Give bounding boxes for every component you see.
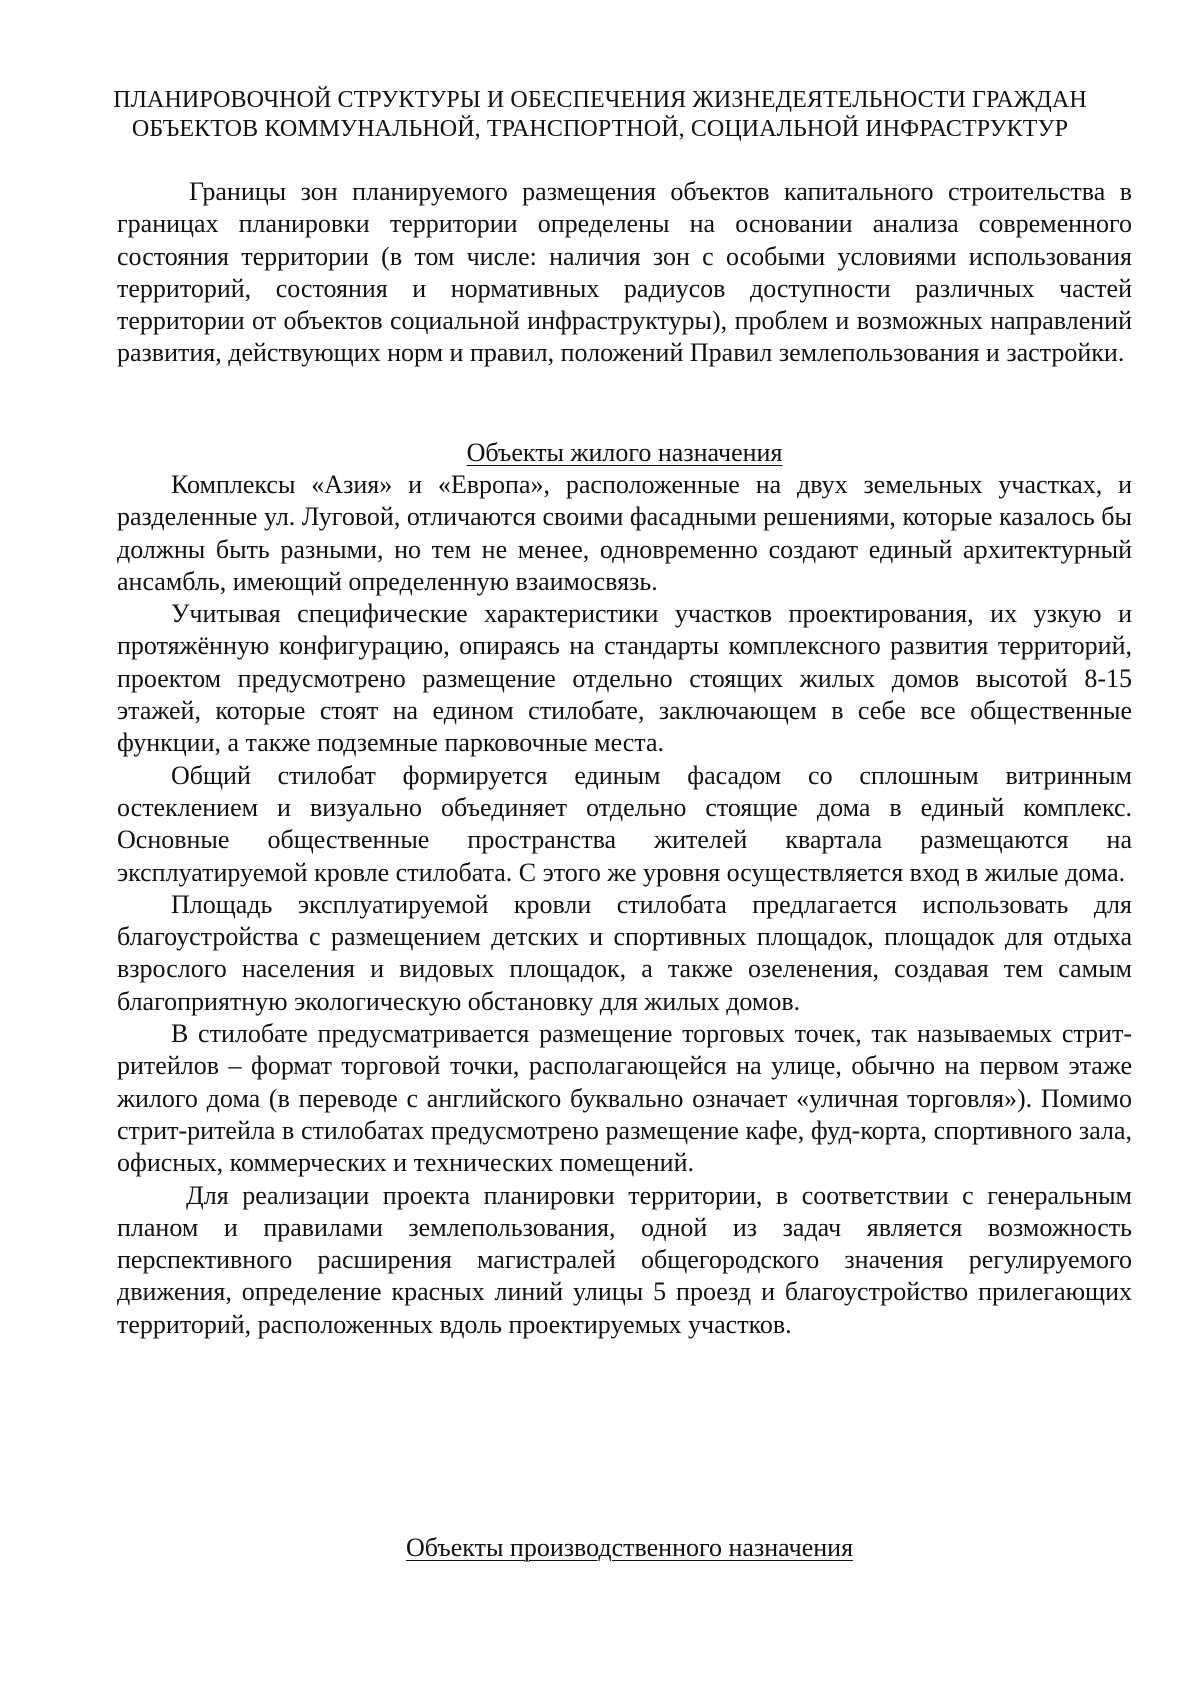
residential-paragraph-5: В стилобате предусматривается размещение торговых точек, так называемых стрит-ритейлов – формат торговой точки, располагающейся на улице, обычно на первом этаже жилого дома (в переводе с английского буквально означает «уличная торговля»). Помимо стрит-ритейла в стилобатах предусмотрено размещение кафе, фуд-корта, спортивного зала, офисных, коммерческих и технических помещений. [117,1019,1132,1178]
industrial-heading-text: Объекты производственного назначения [405,1533,854,1562]
residential-paragraph-4: Площадь эксплуатируемой кровли стилобата предлагается использовать для благоустройства с размещением детских и спортивных площадок, площадок для отдыха взрослого населения и видовых площадок, а также озеленения, создавая тем самым благоприятную экологическую обстановку для жилых домов. [117,889,1132,1016]
residential-paragraph-2: Учитывая специфические характеристики участков проектирования, их узкую и протяжённую конфигурацию, опираясь на стандарты комплексного развития территорий, проектом предусмотрено размещение отдельно стоящих жилых домов высотой 8-15 этажей, которые стоят на едином стилобате, заключающем в себе все общественные функции, а также подземные парковочные места. [117,599,1132,758]
header-line-1: ПЛАНИРОВОЧНОЙ СТРУКТУРЫ И ОБЕСПЕЧЕНИЯ ЖИЗНЕДЕЯТЕЛЬНОСТИ ГРАЖДАН [113,87,1087,113]
residential-heading [117,437,1132,469]
residential-paragraph-1: Комплексы «Азия» и «Европа», расположенные на двух земельных участках, и разделенные ул. Луговой, отличаются своими фасадными решениями, которые казалось бы должны быть разными, но тем не менее, одновременно создают единый архитектурный ансамбль, имеющий определенную взаимосвязь. [117,470,1132,596]
intro-section [117,176,1132,370]
intro-paragraph: Границы зон планируемого размещения объектов капитального строительства в границах планировки территории определены на основании анализа современного состояния территории (в том числе: наличия зон с особыми условиями использования территорий, состояния и нормативных радиусов доступности различных частей территории от объектов социальной инфраструктуры), проблем и возможных направлений развития, действующих норм и правил, положений Правил землепользования и застройки. [117,177,1132,368]
residential-paragraph-6: Для реализации проекта планировки территории, в соответствии с генеральным планом и правилами землепользования, одной из задач является возможность перспективного расширения магистралей общегородского значения регулируемого движения, определение красных линий улицы 5 проезд и благоустройство прилегающих территорий, расположенных вдоль проектируемых участков. [117,1180,1132,1339]
residential-heading-text: Объекты жилого назначения [466,438,783,467]
header-line-2: ОБЪЕКТОВ КОММУНАЛЬНОЙ, ТРАНСПОРТНОЙ, СОЦИАЛЬНОЙ ИНФРАСТРУКТУР [131,116,1069,142]
residential-section [117,469,1132,1341]
document-header [100,86,1100,144]
residential-paragraph-3: Общий стилобат формируется единым фасадом со сплошным витринным остеклением и визуально объединяет отдельно стоящие дома в единый комплекс. Основные общественные пространства жителей квартала размещаются на эксплуатируемой кровле стилобата. С этого же уровня осуществляется вход в жилые дома. [117,760,1132,887]
industrial-heading [122,1532,1137,1564]
